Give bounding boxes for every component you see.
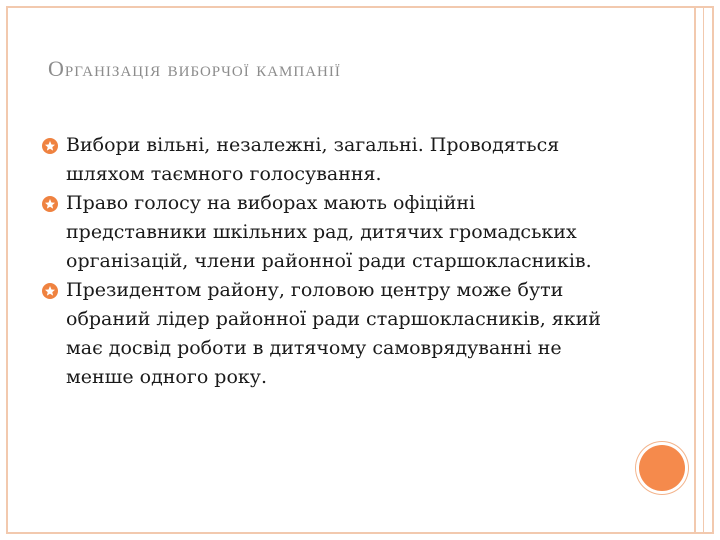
frame-left-line (6, 6, 8, 534)
star-bullet-icon (42, 138, 58, 154)
bullet-text: Вибори вільні, незалежні, загальні. Проводяться шляхом таємного голосування. (66, 134, 560, 185)
frame-right-line (712, 6, 714, 534)
bullet-item (40, 276, 620, 392)
frame-right-line (694, 6, 696, 534)
bullet-item (40, 131, 620, 189)
bullet-text: Право голосу на виборах мають офіційні представники шкільних рад, дитячих громадських організацій, члени районної ради старшокласників. (66, 192, 592, 272)
star-bullet-icon (42, 196, 58, 212)
star-bullet-icon (42, 283, 58, 299)
bullet-list (40, 131, 620, 392)
bullet-item (40, 189, 620, 276)
bullet-text: Президентом району, головою центру може бути обраний лідер районної ради старшокласників, який має досвід роботи в дитячому самоврядуванні не менше одного року. (66, 279, 601, 388)
frame-top-line (6, 6, 714, 8)
decorative-circle-icon (639, 445, 685, 491)
frame-bottom-line (6, 532, 714, 534)
slide-title: Організація виборчої кампанії (48, 56, 341, 81)
frame-right-line (703, 6, 704, 534)
